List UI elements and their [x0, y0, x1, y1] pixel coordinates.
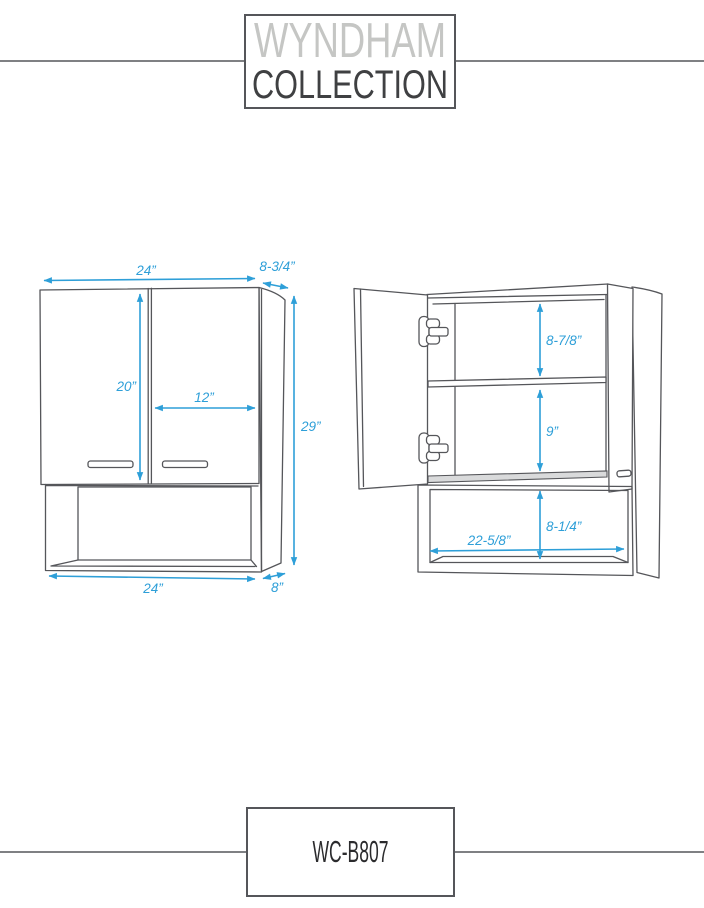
- dim-width-bottom-label: 24”: [143, 581, 163, 596]
- dim-width-top: [44, 263, 255, 281]
- open-left-door: [354, 289, 428, 490]
- dim-interior-width: [430, 533, 624, 551]
- dim-interior-width-label: 22-5/8”: [467, 533, 511, 548]
- dim-open-shelf-label: 8-1/4”: [546, 519, 582, 534]
- brand-wordmark: WYNDHAM: [254, 14, 446, 68]
- dim-depth-top-label: 8-3/4”: [259, 259, 295, 274]
- dim-overall-height: [294, 296, 321, 565]
- closed-door-handle: [617, 470, 631, 477]
- open-view-drawing: [354, 284, 662, 578]
- dim-lower-compartment-label: 9”: [546, 424, 559, 439]
- cabinet-side-panel-open-view: [632, 287, 662, 578]
- cabinet-side-panel: [259, 288, 285, 572]
- dim-upper-compartment-label: 8-7/8”: [546, 333, 582, 348]
- hinge-bottom: [419, 433, 448, 463]
- footer: [0, 808, 704, 896]
- dim-upper-compartment-height: [540, 304, 582, 376]
- dim-width-bottom: [49, 576, 255, 596]
- left-door-handle: [88, 461, 133, 468]
- dim-depth-bottom-label: 8”: [270, 580, 284, 595]
- dim-lower-compartment-height: [540, 390, 559, 471]
- dim-door-height-label: 20”: [116, 379, 136, 394]
- dim-overall-height-label: 29”: [301, 419, 321, 434]
- open-view-dimensions: [430, 304, 624, 559]
- open-shelf-open-view: [418, 485, 633, 576]
- cabinet-interior: [427, 284, 608, 483]
- model-number: WC-B807: [312, 834, 389, 869]
- front-view-drawing: [40, 259, 321, 596]
- brand-collection-wordmark: COLLECTION: [252, 63, 448, 107]
- closed-right-door: [608, 284, 634, 492]
- cabinet-doors-front: [40, 288, 259, 485]
- open-shelf-front: [46, 485, 262, 573]
- dim-door-width-label: 12”: [194, 390, 214, 405]
- dim-width-top-label: 24”: [136, 263, 156, 278]
- header: [0, 14, 704, 108]
- right-door-handle: [163, 461, 208, 468]
- hinge-top: [419, 317, 448, 347]
- dim-depth-top: [259, 259, 295, 288]
- dim-depth-bottom: [263, 574, 285, 596]
